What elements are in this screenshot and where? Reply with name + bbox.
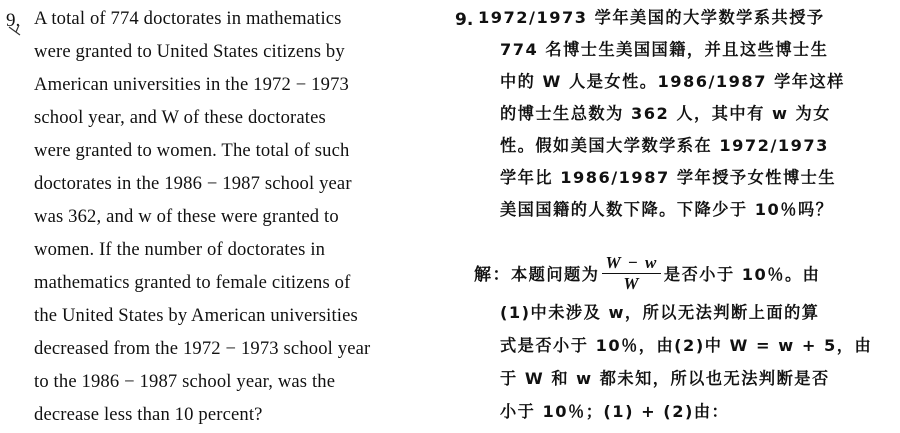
- chinese-line: 性。假如美国大学数学系在 1972/1973: [500, 136, 829, 155]
- question-number: 9.: [455, 10, 474, 30]
- solution-line: 式是否小于 10％，由(2)中 W = w + 5，由: [500, 336, 873, 355]
- english-line: were granted to United States citizens by: [34, 41, 345, 62]
- fraction: [602, 254, 660, 293]
- english-line: decrease less than 10 percent?: [34, 404, 263, 425]
- english-line: was 362, and w of these were granted to: [34, 206, 339, 227]
- fraction-numerator: W − w: [602, 254, 660, 274]
- chinese-line: 774 名博士生美国国籍，并且这些博士生: [500, 40, 829, 59]
- chinese-line: 美国国籍的人数下降。下降少于 10％吗？: [500, 200, 834, 219]
- solution-label: 解：: [474, 265, 511, 286]
- english-line: women. If the number of doctorates in: [34, 239, 326, 260]
- fraction-denominator: W: [623, 273, 640, 293]
- english-line: to the 1986 − 1987 school year, was the: [34, 371, 336, 392]
- solution-line: (1)中未涉及 w，所以无法判断上面的算: [500, 303, 820, 322]
- english-line: mathematics granted to female citizens of: [34, 272, 351, 293]
- chinese-line: 的博士生总数为 362 人，其中有 w 为女: [500, 104, 831, 123]
- chinese-line: 学年比 1986/1987 学年授予女性博士生: [500, 168, 837, 187]
- english-line: were granted to women. The total of such: [34, 140, 350, 161]
- english-line: doctorates in the 1986 − 1987 school year: [34, 173, 352, 194]
- english-line: school year, and W of these doctorates: [34, 107, 326, 128]
- handwritten-mark: [6, 24, 28, 42]
- solution-line: 于 W 和 w 都未知，所以也无法判断是否: [500, 369, 830, 388]
- solution-first-line: [474, 253, 821, 295]
- chinese-line: 中的 W 人是女性。1986/1987 学年这样: [500, 72, 845, 91]
- solution-line: 小于 10％；(1) + (2)由：: [500, 402, 730, 421]
- solution-after: 是否小于 10％。由: [663, 265, 821, 285]
- english-line: decreased from the 1972 − 1973 school year: [34, 338, 371, 359]
- question-number: 9.: [6, 10, 21, 31]
- chinese-line: 1972/1973 学年美国的大学数学系共授予: [478, 8, 825, 27]
- english-line: American universities in the 1972 − 1973: [34, 74, 349, 95]
- english-line: A total of 774 doctorates in mathematics: [34, 8, 342, 29]
- solution-intro: 本题问题为: [511, 265, 600, 285]
- english-line: the United States by American universities: [34, 305, 358, 326]
